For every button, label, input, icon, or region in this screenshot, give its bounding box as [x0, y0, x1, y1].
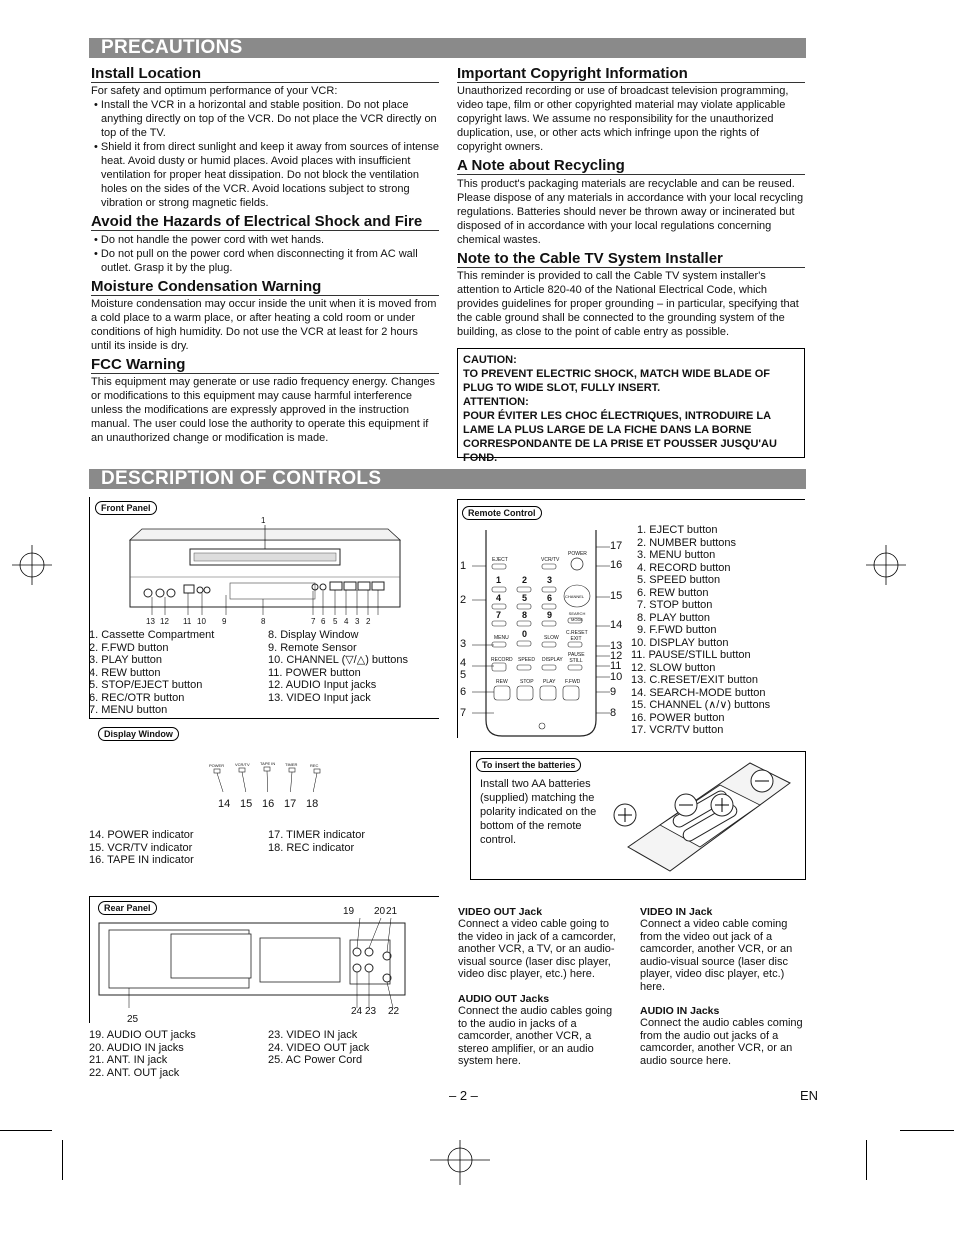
callout-label: 12: [160, 617, 169, 626]
indicator-label: TAPE IN: [260, 761, 276, 766]
list-item: 7. MENU button: [89, 704, 168, 716]
callout-label: 5: [333, 617, 338, 626]
audio-out-text: Connect the audio cables going to the audio in jacks of a camcorder, another VCR, a stereo amplifier, or an audio system here.: [458, 1005, 613, 1067]
video-in-title: VIDEO IN Jack: [640, 906, 713, 918]
registration-mark: [12, 540, 52, 590]
video-in-text: Connect a video cable coming from the video out jack of a camcorder, another VCR, or an audio-visual source (laser disc player, video disc player, etc.) here.: [640, 918, 793, 993]
callout-label: 2: [460, 594, 467, 606]
indicator-label: VCR/TV: [235, 762, 250, 767]
remote-digit-button[interactable]: 8: [522, 610, 528, 620]
remote-keys: [472, 530, 622, 738]
shock-bullet: • Do not pull on the power cord when disconnecting it from AC wall outlet. Grasp it by the plug.: [91, 247, 441, 275]
callout-label: 11: [183, 617, 192, 626]
callout-label: 6: [460, 686, 467, 698]
caution-box: [457, 348, 805, 464]
install-bullet: • Install the VCR in a horizontal and stable position. Do not place anything directly on top of the VCR. Do not place the VCR directly on top of the TV.: [91, 98, 441, 140]
remote-tag: Remote Control: [462, 506, 542, 520]
callout-label: 3: [460, 638, 467, 650]
list-item: 7. STOP button: [637, 599, 713, 611]
front-panel-list-right: [268, 629, 408, 704]
callout-label: 22: [388, 1006, 400, 1017]
controls-banner: DESCRIPTION OF CONTROLS: [89, 469, 806, 489]
callout-label: 14: [218, 798, 231, 810]
crop-mark: [62, 1140, 63, 1180]
remote-search-button[interactable]: SEARCH MODE: [568, 611, 586, 622]
list-item: 22. ANT. OUT jack: [89, 1066, 180, 1079]
remote-speed-button[interactable]: SPEED: [518, 657, 535, 663]
list-item: 1. Cassette Compartment: [89, 629, 215, 641]
shock-text: [91, 233, 441, 275]
rear-panel-tag: Rear Panel: [98, 901, 157, 915]
list-item: 23. VIDEO IN jack: [268, 1029, 358, 1041]
remote-digit-button[interactable]: 0: [522, 629, 528, 639]
list-item: 12. SLOW button: [631, 661, 716, 674]
audio-out-title: AUDIO OUT Jacks: [458, 993, 550, 1005]
remote-creset-button[interactable]: C.RESET EXIT: [566, 630, 588, 642]
list-item: 8. PLAY button: [637, 611, 710, 624]
list-item: 21. ANT. IN jack: [89, 1054, 168, 1066]
remote-record-button[interactable]: RECORD: [491, 657, 513, 663]
list-item: 13. C.RESET/EXIT button: [631, 674, 758, 686]
list-item: 6. REW button: [637, 586, 709, 599]
copyright-heading: Important Copyright Information: [457, 65, 805, 83]
remote-stop-button[interactable]: STOP: [520, 679, 534, 685]
crop-mark: [0, 1130, 52, 1131]
list-item: 13. VIDEO Input jack: [268, 691, 371, 704]
remote-menu-button[interactable]: MENU: [494, 635, 509, 641]
list-item: 9. Remote Sensor: [268, 641, 357, 654]
audio-in-text: Connect the audio cables coming from the audio out jacks of a camcorder, another VCR, or an audio source here.: [640, 1017, 803, 1067]
callout-label: 14: [610, 619, 623, 631]
callout-label: 7: [460, 707, 467, 719]
list-item: 12. AUDIO Input jacks: [268, 679, 377, 691]
front-panel-tag: Front Panel: [95, 501, 157, 515]
callout-label: 9: [610, 686, 617, 698]
remote-display-button[interactable]: DISPLAY: [542, 657, 563, 663]
front-panel-illustration: [120, 515, 410, 630]
callout-label: 8: [610, 707, 617, 719]
display-list-left: [89, 829, 194, 867]
callout-label: 6: [321, 617, 326, 626]
callout-label: 21: [386, 906, 398, 917]
remote-digit-button[interactable]: 9: [547, 610, 553, 620]
list-item: 3. PLAY button: [89, 654, 162, 666]
rear-list-left: [89, 1029, 196, 1079]
remote-channel-button[interactable]: CHANNEL: [565, 594, 585, 599]
display-number-row: [218, 798, 328, 812]
page-number: – 2 –: [449, 1088, 478, 1103]
remote-left-callouts: [458, 560, 472, 720]
list-item: 15. VCR/TV indicator: [89, 841, 193, 854]
list-item: 6. REC/OTR button: [89, 691, 185, 704]
caution-text: TO PREVENT ELECTRIC SHOCK, MATCH WIDE BLADE OF PLUG TO WIDE SLOT, FULLY INSERT.: [463, 368, 770, 394]
callout-label: 19: [343, 906, 355, 917]
list-item: 16. POWER button: [631, 711, 725, 724]
remote-digit-button[interactable]: 6: [547, 593, 553, 603]
callout-label: 9: [222, 617, 227, 626]
precautions-banner: PRECAUTIONS: [89, 38, 806, 58]
display-window-illustration: [205, 758, 325, 792]
callout-label: 17: [610, 540, 623, 552]
list-item: 8. Display Window: [268, 629, 359, 641]
callout-label: 16: [610, 559, 623, 571]
remote-digit-button[interactable]: 3: [547, 575, 553, 585]
moisture-text: Moisture condensation may occur inside the unit when it is moved from a cold place to a warm place, or after heating a cold room or under conditions of high humidity. Do not use the VCR at least for 2 hours until its inside is dry.: [91, 298, 437, 352]
remote-digit-button[interactable]: 5: [522, 593, 528, 603]
indicator-label: POWER: [209, 763, 225, 768]
callout-label: 25: [127, 1014, 139, 1025]
rear-list-right: [268, 1029, 369, 1067]
cable-text: This reminder is provided to call the Cable TV system installer's attention to Article 820-40 of the National Electrical Code, which provides guidelines for proper grounding – in particular, specifying that the cable ground shall be connected to the grounding system of the building, as close to the point of cable entry as possible.: [457, 270, 799, 338]
rear-callout-bottom: [351, 1006, 401, 1020]
rear-panel-illustration: [95, 918, 415, 1008]
callout-label: 13: [610, 640, 623, 652]
callout-label: 5: [460, 669, 467, 681]
caution-label: CAUTION:: [463, 354, 517, 366]
list-item: 11. POWER button: [268, 666, 361, 679]
recycling-heading: A Note about Recycling: [457, 157, 805, 175]
list-item: 14. POWER indicator: [89, 829, 194, 841]
fcc-heading: FCC Warning: [91, 356, 439, 374]
callout-label: 2: [366, 617, 371, 626]
remote-digit-button[interactable]: 1: [496, 575, 502, 585]
callout-label: 20: [374, 906, 386, 917]
callout-label: 4: [460, 657, 467, 669]
list-item: 9. F.FWD button: [637, 624, 717, 636]
remote-power-button[interactable]: POWER: [568, 551, 587, 557]
remote-vcrtv-button[interactable]: VCR/TV: [541, 557, 560, 563]
callout-label: 7: [311, 617, 316, 626]
list-item: 18. REC indicator: [268, 841, 355, 854]
list-item: 4. RECORD button: [637, 561, 731, 574]
callout-label: 24: [351, 1006, 363, 1017]
crop-mark: [900, 1130, 954, 1131]
callout-label: 18: [306, 798, 319, 810]
shock-heading: Avoid the Hazards of Electrical Shock and Fire: [91, 213, 439, 231]
remote-play-button[interactable]: PLAY: [543, 679, 556, 685]
cable-heading: Note to the Cable TV System Installer: [457, 250, 805, 268]
callout-label: 4: [344, 617, 349, 626]
remote-digit-button[interactable]: 7: [496, 610, 502, 620]
callout-label: 10: [610, 671, 623, 683]
list-item: 1. EJECT button: [637, 524, 718, 536]
list-item: 24. VIDEO OUT jack: [268, 1041, 370, 1054]
display-list-right: [268, 829, 365, 854]
crop-mark: [866, 1140, 867, 1180]
callout-label: 16: [262, 798, 275, 810]
callout-label: 15: [610, 590, 623, 602]
copyright-text: Unauthorized recording or use of broadcast television programming, video tape, film or other copyrighted material may violate applicable copyright laws. We assume no responsibility for the unauthorized duplication, use, or other acts which infringe upon the rights of copyright owners.: [457, 85, 789, 153]
list-item: 19. AUDIO OUT jacks: [89, 1029, 196, 1041]
callout-label: 8: [261, 617, 266, 626]
moisture-heading: Moisture Condensation Warning: [91, 278, 439, 296]
install-heading: Install Location: [91, 65, 439, 83]
indicator-label: REC: [310, 763, 319, 768]
list-item: 14. SEARCH-MODE button: [631, 686, 766, 699]
remote-list: [631, 524, 770, 737]
remote-ffwd-button[interactable]: F.FWD: [565, 679, 581, 685]
remote-slow-button[interactable]: SLOW: [544, 635, 559, 641]
list-item: 3. MENU button: [637, 549, 716, 561]
callout-label: 1: [460, 560, 467, 572]
fcc-text: This equipment may generate or use radio frequency energy. Changes or modifications to this equipment may cause harmful interference unless the modifications are expressly approved in the instruction manual. The user could lose the authority to operate this equipment if an unauthorized change or modification is made.: [91, 376, 436, 444]
rear-callout-top: [343, 906, 403, 920]
list-item: 17. TIMER indicator: [268, 829, 366, 841]
attention-text: POUR ÉVITER LES CHOC ÉLECTRIQUES, INTRODUIRE LA LAME LA PLUS LARGE DE LA FICHE DANS LA BORNE CORRESPONDANTE DE LA PRISE ET POUSSER JUSQU'AU FOND.: [463, 410, 777, 464]
callout-label: 10: [197, 617, 206, 626]
list-item: 10. CHANNEL (▽/△) buttons: [268, 654, 409, 666]
list-item: 10. DISPLAY button: [631, 636, 729, 649]
registration-mark: [430, 1140, 490, 1190]
remote-pause-button[interactable]: PAUSE STILL: [568, 652, 585, 664]
remote-digit-button[interactable]: 2: [522, 575, 528, 585]
list-item: 17. VCR/TV button: [631, 724, 724, 736]
audio-in-title: AUDIO IN Jacks: [640, 1005, 720, 1017]
batteries-text: Install two AA batteries (supplied) matching the polarity indicated on the bottom of the remote control.: [480, 778, 597, 846]
recycling-text: This product's packaging materials are recyclable and can be reused. Please dispose of any materials in accordance with your local recycling regulations. Batteries should never be thrown away or incinerated but disposed of in accordance with your local regulations concerning chemical wastes.: [457, 178, 804, 246]
language-label: EN: [800, 1088, 819, 1103]
video-out-text: Connect a video cable going to the video in jack of a camcorder, another VCR, a TV, or an audio-visual source (laser disc player, video disc player, etc.) here.: [458, 918, 616, 980]
shock-bullet: • Do not handle the power cord with wet hands.: [91, 233, 441, 247]
batteries-tag: To insert the batteries: [476, 758, 581, 772]
callout-label: 17: [284, 798, 297, 810]
install-bullet: • Shield it from direct sunlight and keep it away from sources of intense heat. Avoid dusty or humid places. Avoid places with insufficient ventilation for proper heat dissipation. Do not block the ventilation holes on the sides of the VCR. Avoid locations subject to strong vibration or strong magnetic fields.: [91, 140, 441, 210]
list-item: 4. REW button: [89, 666, 161, 679]
callout-label: 15: [240, 798, 253, 810]
install-text: [91, 84, 441, 210]
list-item: 16. TAPE IN indicator: [89, 854, 194, 866]
callout-label: 13: [146, 617, 155, 626]
registration-mark: [866, 540, 906, 590]
remote-rew-button[interactable]: REW: [496, 679, 508, 685]
callout-label: 3: [355, 617, 360, 626]
video-out-title: VIDEO OUT Jack: [458, 906, 543, 918]
remote-eject-button[interactable]: EJECT: [492, 557, 508, 563]
battery-illustration: [600, 755, 804, 877]
list-item: 2. NUMBER buttons: [637, 536, 737, 549]
list-item: 20. AUDIO IN jacks: [89, 1041, 184, 1054]
remote-digit-button[interactable]: 4: [496, 593, 502, 603]
list-item: 5. STOP/EJECT button: [89, 679, 203, 691]
list-item: 2. F.FWD button: [89, 641, 169, 654]
install-intro: For safety and optimum performance of your VCR:: [91, 85, 338, 97]
list-item: 5. SPEED button: [637, 574, 721, 586]
front-panel-list-left: [89, 629, 214, 717]
list-item: 25. AC Power Cord: [268, 1054, 363, 1066]
indicator-label: TIMER: [285, 762, 298, 767]
list-item: 11. PAUSE/STILL button: [631, 649, 751, 661]
callout-label: 12: [610, 650, 623, 662]
callout-label: 1: [261, 516, 266, 525]
remote-right-callouts: [610, 540, 628, 720]
callout-label: 11: [610, 660, 622, 672]
list-item: 15. CHANNEL (∧/∨) buttons: [631, 699, 771, 711]
attention-label: ATTENTION:: [463, 396, 529, 408]
display-window-tag: Display Window: [98, 727, 179, 741]
callout-label: 23: [365, 1006, 377, 1017]
